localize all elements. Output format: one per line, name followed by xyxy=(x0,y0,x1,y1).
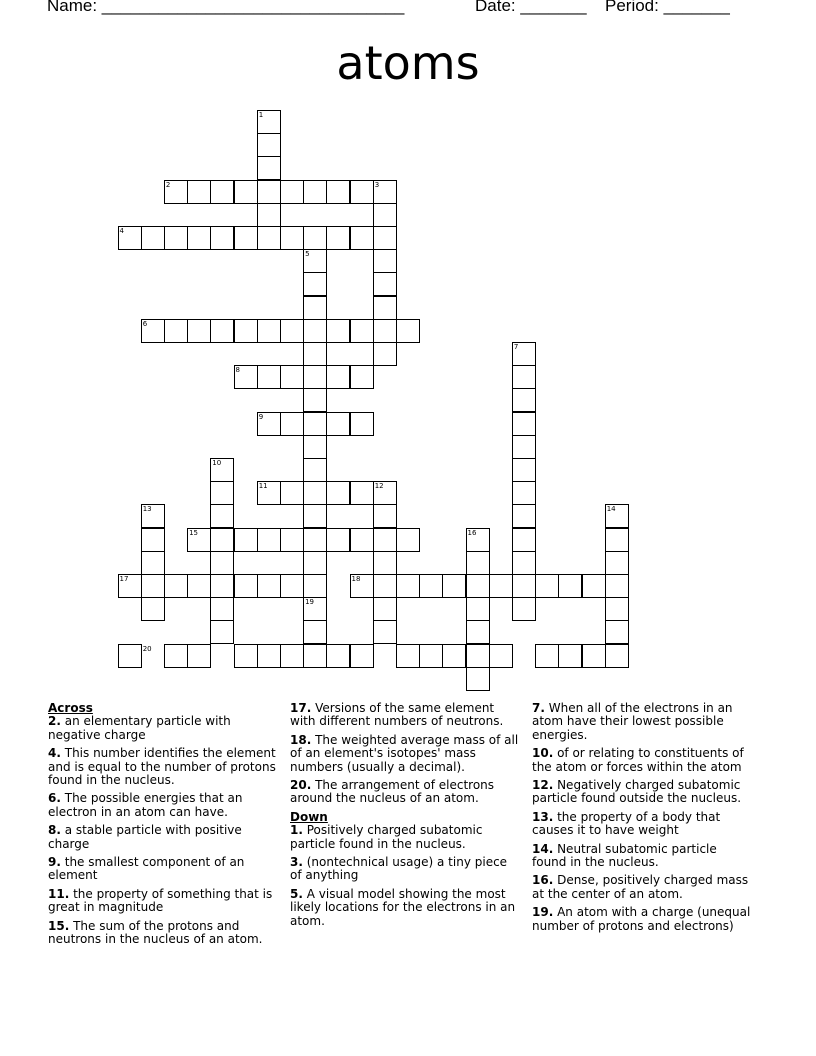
clue-item xyxy=(532,843,754,870)
grid-cell[interactable] xyxy=(210,481,234,505)
grid-cell[interactable] xyxy=(582,644,606,668)
clue-text: Negatively charged subatomic particle found outside the nucleus. xyxy=(532,778,742,806)
clue-number: 11. xyxy=(48,886,70,901)
grid-cell[interactable] xyxy=(512,504,536,528)
grid-cell[interactable] xyxy=(326,180,350,204)
clue-number-label: 13 xyxy=(142,505,152,514)
grid-cell[interactable] xyxy=(605,597,629,621)
clue-number: 6. xyxy=(48,791,61,806)
grid-cell[interactable] xyxy=(234,226,258,250)
grid-cell[interactable] xyxy=(280,365,304,389)
grid-cell[interactable] xyxy=(303,435,327,459)
clues-column-2 xyxy=(290,702,522,933)
grid-cell[interactable] xyxy=(350,319,374,343)
clue-number: 4. xyxy=(48,746,61,761)
grid-cell[interactable] xyxy=(442,574,466,598)
grid-cell[interactable] xyxy=(303,528,327,552)
grid-cell[interactable] xyxy=(396,319,420,343)
clue-item xyxy=(290,888,522,928)
clue-number: 20. xyxy=(290,778,312,793)
clue-item xyxy=(532,779,754,806)
clue-number: 15. xyxy=(48,918,70,933)
grid-cell[interactable] xyxy=(141,597,165,621)
grid-cell[interactable] xyxy=(257,180,281,204)
grid-cell[interactable] xyxy=(419,644,443,668)
grid-cell[interactable] xyxy=(373,597,397,621)
grid-cell[interactable] xyxy=(373,551,397,575)
clue-number: 13. xyxy=(532,809,554,824)
clue-text: This number identifies the element and is equal to the number of protons found in the nucleus. xyxy=(48,746,276,788)
clue-text: A visual model showing the most likely locations for the electrons in an atom. xyxy=(290,886,516,928)
grid-cell[interactable] xyxy=(187,644,211,668)
grid-cell[interactable] xyxy=(164,574,188,598)
clue-number-label: 16 xyxy=(467,528,477,537)
grid-cell[interactable] xyxy=(512,481,536,505)
clue-number-label: 7 xyxy=(513,343,519,351)
grid-cell[interactable] xyxy=(280,528,304,552)
grid-cell[interactable] xyxy=(512,388,536,412)
grid-cell[interactable] xyxy=(280,319,304,343)
grid-cell[interactable] xyxy=(605,620,629,644)
clue-text: The possible energies that an electron in an atom can have. xyxy=(48,791,243,819)
clue-text: the property of a body that causes it to have weight xyxy=(532,809,721,838)
grid-cell[interactable] xyxy=(164,226,188,250)
grid-cell[interactable] xyxy=(234,574,258,598)
clue-text: (nontechnical usage) a tiny piece of anything xyxy=(290,855,508,883)
clue-number: 8. xyxy=(48,823,61,838)
grid-cell[interactable] xyxy=(303,551,327,575)
grid-cell[interactable] xyxy=(350,226,374,250)
clue-number: 3. xyxy=(290,855,303,870)
grid-cell[interactable] xyxy=(489,574,513,598)
puzzle-title: atoms xyxy=(336,36,480,90)
clue-item xyxy=(290,779,522,806)
grid-cell[interactable] xyxy=(303,342,327,366)
grid-cell[interactable] xyxy=(257,226,281,250)
clue-item xyxy=(48,747,278,787)
grid-cell[interactable] xyxy=(303,574,327,598)
clue-text: The weighted average mass of all of an element's isotopes' mass numbers (usually a decimal). xyxy=(290,732,519,774)
grid-cell[interactable] xyxy=(141,226,165,250)
clue-item xyxy=(48,715,278,742)
across-heading: Across xyxy=(48,701,93,715)
grid-cell[interactable] xyxy=(558,574,582,598)
grid-cell[interactable] xyxy=(234,319,258,343)
grid-cell[interactable] xyxy=(373,620,397,644)
clue-text: Dense, positively charged mass at the center of an atom. xyxy=(532,873,749,901)
grid-cell[interactable] xyxy=(512,551,536,575)
grid-cell[interactable] xyxy=(280,226,304,250)
grid-cell[interactable] xyxy=(512,597,536,621)
grid-cell[interactable] xyxy=(512,528,536,552)
clue-number: 16. xyxy=(532,873,554,888)
grid-cell[interactable] xyxy=(326,412,350,436)
clue-item xyxy=(290,824,522,851)
clue-item xyxy=(48,824,278,851)
clues-column-3 xyxy=(532,702,754,938)
clue-number-label: 10 xyxy=(212,459,222,467)
grid-cell[interactable] xyxy=(234,180,258,204)
clue-number: 5. xyxy=(290,886,303,901)
grid-cell[interactable] xyxy=(210,319,234,343)
clue-number-label: 6 xyxy=(142,319,148,328)
grid-cell[interactable] xyxy=(280,481,304,505)
grid-cell[interactable] xyxy=(350,481,374,505)
clue-number-label: 15 xyxy=(189,528,199,537)
grid-cell[interactable] xyxy=(164,319,188,343)
grid-cell[interactable] xyxy=(280,574,304,598)
grid-cell[interactable] xyxy=(535,574,559,598)
clue-number-label: 2 xyxy=(165,180,171,189)
grid-cell[interactable] xyxy=(512,574,536,598)
grid-cell[interactable] xyxy=(257,528,281,552)
grid-cell[interactable] xyxy=(210,551,234,575)
grid-cell[interactable] xyxy=(396,528,420,552)
grid-cell[interactable] xyxy=(280,180,304,204)
period-field[interactable]: Period: _______ xyxy=(605,0,730,15)
grid-cell[interactable] xyxy=(489,644,513,668)
grid-cell[interactable] xyxy=(350,412,374,436)
clue-text: An atom with a charge (unequal number of protons and electrons) xyxy=(532,905,751,933)
grid-cell[interactable] xyxy=(303,272,327,296)
grid-cell[interactable] xyxy=(466,551,490,575)
grid-cell[interactable] xyxy=(373,203,397,227)
clue-text: Neutral subatomic particle found in the nucleus. xyxy=(532,841,717,870)
grid-cell[interactable] xyxy=(280,412,304,436)
clue-number: 1. xyxy=(290,823,303,838)
grid-cell[interactable] xyxy=(326,319,350,343)
grid-cell[interactable] xyxy=(373,528,397,552)
clue-number: 7. xyxy=(532,701,545,715)
grid-cell[interactable] xyxy=(303,319,327,343)
clue-item xyxy=(532,874,754,901)
grid-cell[interactable] xyxy=(373,226,397,250)
grid-cell[interactable] xyxy=(326,365,350,389)
clue-item xyxy=(290,856,522,883)
grid-cell[interactable] xyxy=(466,597,490,621)
grid-cell[interactable] xyxy=(466,644,490,668)
grid-cell[interactable] xyxy=(187,319,211,343)
grid-cell[interactable] xyxy=(303,296,327,320)
grid-cell[interactable] xyxy=(512,435,536,459)
clue-item xyxy=(48,792,278,819)
grid-cell[interactable] xyxy=(210,597,234,621)
grid-cell[interactable] xyxy=(326,644,350,668)
down-heading: Down xyxy=(290,809,328,824)
clue-number-label: 20 xyxy=(142,644,152,653)
grid-cell[interactable] xyxy=(373,272,397,296)
clue-number-label: 18 xyxy=(351,575,361,583)
grid-cell[interactable] xyxy=(257,574,281,598)
grid-cell[interactable] xyxy=(257,203,281,227)
clue-number: 9. xyxy=(48,855,61,870)
clue-text: the property of something that is great in magnitude xyxy=(48,886,273,915)
name-field[interactable]: Name: ________________________________ xyxy=(47,0,405,15)
clue-text: the smallest component of an element xyxy=(48,855,245,883)
grid-cell[interactable] xyxy=(466,574,490,598)
clue-text: an elementary particle with negative charge xyxy=(48,714,231,742)
clue-number: 12. xyxy=(532,778,554,793)
clue-item xyxy=(48,888,278,915)
grid-cell[interactable] xyxy=(141,551,165,575)
clue-item xyxy=(532,747,754,774)
grid-cell[interactable] xyxy=(605,644,629,668)
clue-number: 2. xyxy=(48,714,61,729)
grid-cell[interactable] xyxy=(512,458,536,482)
grid-cell[interactable] xyxy=(303,458,327,482)
grid-cell[interactable] xyxy=(350,180,374,204)
grid-cell[interactable] xyxy=(350,365,374,389)
grid-cell[interactable] xyxy=(187,226,211,250)
clue-number-label: 11 xyxy=(258,482,268,491)
grid-cell[interactable] xyxy=(535,644,559,668)
clue-number-label: 5 xyxy=(305,250,310,259)
grid-cell[interactable] xyxy=(257,133,281,157)
date-field[interactable]: Date: _______ xyxy=(475,0,587,15)
grid-cell[interactable] xyxy=(141,528,165,552)
clue-text: Positively charged subatomic particle found in the nucleus. xyxy=(290,823,483,851)
clue-item xyxy=(532,702,754,742)
grid-cell[interactable] xyxy=(257,365,281,389)
grid-cell[interactable] xyxy=(512,412,536,436)
grid-cell[interactable] xyxy=(303,620,327,644)
grid-cell[interactable] xyxy=(558,644,582,668)
grid-cell[interactable] xyxy=(210,620,234,644)
grid-cell[interactable] xyxy=(303,226,327,250)
clue-number-label: 17 xyxy=(119,575,129,583)
grid-cell[interactable] xyxy=(605,574,629,598)
grid-cell[interactable] xyxy=(303,481,327,505)
grid-cell[interactable] xyxy=(512,365,536,389)
grid-cell[interactable] xyxy=(210,504,234,528)
grid-cell[interactable] xyxy=(118,644,142,668)
grid-cell[interactable] xyxy=(303,180,327,204)
grid-cell[interactable] xyxy=(303,365,327,389)
clue-number-label: 9 xyxy=(258,412,264,421)
clue-text: Versions of the same element with different numbers of neutrons. xyxy=(290,701,504,729)
grid-cell[interactable] xyxy=(257,319,281,343)
grid-cell[interactable] xyxy=(582,574,606,598)
clue-number: 17. xyxy=(290,701,312,715)
grid-cell[interactable] xyxy=(234,644,258,668)
clue-text: a stable particle with positive charge xyxy=(48,823,242,851)
grid-cell[interactable] xyxy=(466,620,490,644)
clue-item xyxy=(48,856,278,883)
grid-cell[interactable] xyxy=(466,667,490,691)
grid-cell[interactable] xyxy=(303,504,327,528)
grid-cell[interactable] xyxy=(373,574,397,598)
grid-cell[interactable] xyxy=(326,226,350,250)
grid-cell[interactable] xyxy=(280,644,304,668)
clue-number: 14. xyxy=(532,841,554,856)
clue-number-label: 19 xyxy=(305,598,315,607)
grid-cell[interactable] xyxy=(326,481,350,505)
grid-cell[interactable] xyxy=(350,528,374,552)
grid-cell[interactable] xyxy=(303,644,327,668)
grid-cell[interactable] xyxy=(257,644,281,668)
grid-cell[interactable] xyxy=(303,388,327,412)
grid-cell[interactable] xyxy=(373,342,397,366)
clue-item xyxy=(290,702,522,729)
clue-number-label: 14 xyxy=(606,505,616,514)
grid-cell[interactable] xyxy=(396,574,420,598)
grid-cell[interactable] xyxy=(326,528,350,552)
clue-number: 10. xyxy=(532,746,554,761)
clue-item xyxy=(48,920,278,947)
clue-text: of or relating to constituents of the atom or forces within the atom xyxy=(532,746,744,774)
grid-cell[interactable] xyxy=(396,644,420,668)
clue-number-label: 4 xyxy=(119,227,124,235)
grid-cell[interactable] xyxy=(605,528,629,552)
clue-number-label: 1 xyxy=(258,111,264,119)
grid-cell[interactable] xyxy=(164,644,188,668)
clue-text: The arrangement of electrons around the nucleus of an atom. xyxy=(290,778,495,806)
clue-text: The sum of the protons and neutrons in the nucleus of an atom. xyxy=(48,918,263,947)
clue-number-label: 3 xyxy=(374,180,380,189)
grid-cell[interactable] xyxy=(187,180,211,204)
clues-column-1 xyxy=(48,702,278,952)
clue-number: 18. xyxy=(290,732,312,747)
grid-cell[interactable] xyxy=(210,226,234,250)
clue-number: 19. xyxy=(532,905,554,920)
grid-cell[interactable] xyxy=(210,528,234,552)
grid-cell[interactable] xyxy=(303,412,327,436)
grid-cell[interactable] xyxy=(141,574,165,598)
clue-item xyxy=(532,906,754,933)
grid-cell[interactable] xyxy=(373,296,397,320)
clue-text: When all of the electrons in an atom have their lowest possible energies. xyxy=(532,701,733,742)
clue-item xyxy=(532,811,754,838)
grid-cell[interactable] xyxy=(373,249,397,273)
grid-cell[interactable] xyxy=(257,156,281,180)
clue-item xyxy=(290,734,522,774)
clue-number-label: 8 xyxy=(235,366,240,375)
grid-cell[interactable] xyxy=(605,551,629,575)
grid-cell[interactable] xyxy=(373,319,397,343)
grid-cell[interactable] xyxy=(210,574,234,598)
grid-cell[interactable] xyxy=(373,504,397,528)
grid-cell[interactable] xyxy=(187,574,211,598)
grid-cell[interactable] xyxy=(234,528,258,552)
grid-cell[interactable] xyxy=(350,644,374,668)
grid-cell[interactable] xyxy=(210,180,234,204)
grid-cell[interactable] xyxy=(419,574,443,598)
clue-number-label: 12 xyxy=(374,482,384,491)
grid-cell[interactable] xyxy=(442,644,466,668)
